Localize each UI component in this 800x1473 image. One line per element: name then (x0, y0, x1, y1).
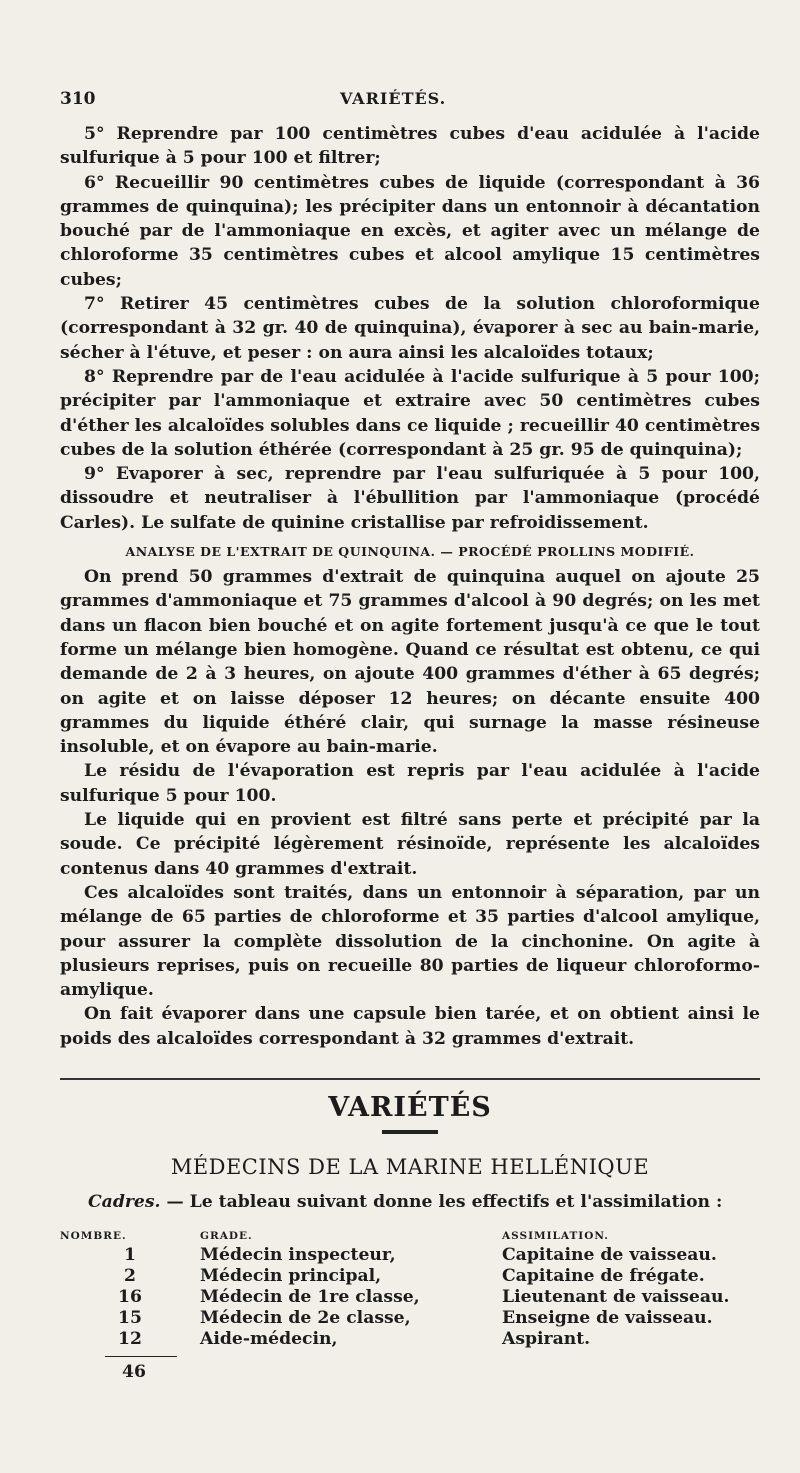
analysis-paragraph: On fait évaporer dans une capsule bien tarée, et on obtient ainsi le poids des alcaloïdes correspondant à 32 grammes d'extrait. (60, 1004, 760, 1049)
table-row (60, 1287, 760, 1308)
total-rule (105, 1356, 177, 1357)
header-assimilation: ASSIMILATION. (502, 1230, 609, 1242)
table-row (60, 1329, 760, 1350)
header-nombre: NOMBRE. (60, 1230, 127, 1242)
step-9-paragraph: 9° Evaporer à sec, reprendre par l'eau sulfuriquée à 5 pour 100, dissoudre et neutraliser à l'ébullition par l'ammoniaque (procédé Carles). Le sulfate de quinine cristallise par refroidissement. (60, 464, 760, 533)
grade-cell: Médecin principal, (200, 1266, 382, 1286)
analysis-paragraph: Ces alcaloïdes sont traités, dans un entonnoir à séparation, par un mélange de 65 parties de chloroforme et 35 parties d'alcool amylique, pour assurer la complète dissolution de la cinchonine. On agite à plusieurs reprises, puis on recueille 80 parties de liqueur chloroformo-amylique. (60, 882, 760, 1001)
grade-cell: Médecin inspecteur, (200, 1245, 396, 1265)
nombre-cell: 1 (124, 1245, 136, 1265)
nombre-cell: 12 (118, 1329, 142, 1349)
table-intro (88, 1190, 760, 1214)
intro-lead: Cadres. (88, 1192, 161, 1212)
running-title: VARIÉTÉS. (340, 89, 447, 108)
cadres-table (60, 1230, 760, 1350)
step-5-paragraph: 5° Reprendre par 100 centimètres cubes d'eau acidulée à l'acide sulfurique à 5 pour 100 et filtrer; (60, 124, 760, 169)
assimilation-cell: Lieutenant de vaisseau. (502, 1287, 730, 1307)
analysis-paragraph: Le résidu de l'évaporation est repris par l'eau acidulée à l'acide sulfurique 5 pour 100. (60, 761, 760, 806)
grade-cell: Médecin de 1re classe, (200, 1287, 420, 1307)
step-6-paragraph: 6° Recueillir 90 centimètres cubes de liquide (correspondant à 36 grammes de quinquina); les précipiter dans un entonnoir à décantation bouché par de l'ammoniaque en excès, et agiter avec un mélange de chloroforme 35 centimètres cubes et alcool amylique 15 centimètres cubes; (60, 172, 760, 290)
page-header (60, 89, 760, 113)
intro-text: — Le tableau suivant donne les effectifs et l'assimilation : (160, 1192, 723, 1212)
analysis-paragraph: On prend 50 grammes d'extrait de quinquina auquel on ajoute 25 grammes d'ammoniaque et 75 grammes d'alcool à 90 degrés; on les met dans un flacon bien bouché et on agite fortement jusqu'à ce que le tout forme un mélange bien homogène. Quand ce résultat est obtenu, ce qui demande de 2 à 3 heures, on ajoute 400 grammes d'éther à 65 degrés; on agite et on laisse déposer 12 heures; on décante ensuite 400 grammes du liquide éthéré clair, qui surnage la masse résineuse insoluble, et on évapore au bain-marie. (60, 567, 760, 758)
page-number: 310 (60, 89, 96, 109)
body-text (60, 122, 760, 1051)
analysis-subheading: ANALYSE DE L'EXTRAIT DE QUINQUINA. — PROCÉDÉ PROLLINS MODIFIÉ. (125, 544, 695, 560)
table-row (60, 1245, 760, 1266)
analysis-paragraph: Le liquide qui en provient est filtré sans perte et précipité par la soude. Ce précipité légèrement résinoïde, représente les alcaloïdes contenus dans 40 grammes d'extrait. (60, 810, 760, 879)
table-header-row (60, 1230, 760, 1245)
table-row (60, 1266, 760, 1287)
header-grade: GRADE. (200, 1230, 253, 1242)
section-subtitle: MÉDECINS DE LA MARINE HELLÉNIQUE (170, 1155, 650, 1179)
assimilation-cell: Capitaine de frégate. (502, 1266, 705, 1286)
assimilation-cell: Capitaine de vaisseau. (502, 1245, 717, 1265)
table-row (60, 1308, 760, 1329)
total-count: 46 (122, 1362, 146, 1382)
nombre-cell: 2 (124, 1266, 136, 1286)
nombre-cell: 16 (118, 1287, 142, 1307)
assimilation-cell: Aspirant. (502, 1329, 591, 1349)
step-8-paragraph: 8° Reprendre par de l'eau acidulée à l'acide sulfurique à 5 pour 100; précipiter par l'ammoniaque et extraire avec 50 centimètres cubes d'éther les alcaloïdes solubles dans ce liquide ; recueillir 40 centimètres cubes de la solution éthérée (correspondant à 25 gr. 95 de quinquina); (60, 366, 760, 460)
nombre-cell: 15 (118, 1308, 142, 1328)
grade-cell: Aide-médecin, (200, 1329, 338, 1349)
section-divider (60, 1078, 760, 1080)
section-title: VARIÉTÉS (328, 1092, 492, 1123)
grade-cell: Médecin de 2e classe, (200, 1308, 411, 1328)
assimilation-cell: Enseigne de vaisseau. (502, 1308, 713, 1328)
title-underline (382, 1130, 438, 1134)
step-7-paragraph: 7° Retirer 45 centimètres cubes de la solution chloroformique (correspondant à 32 gr. 40 de quinquina), évaporer à sec au bain-marie, sécher à l'étuve, et peser : on aura ainsi les alcaloïdes totaux; (60, 294, 760, 363)
